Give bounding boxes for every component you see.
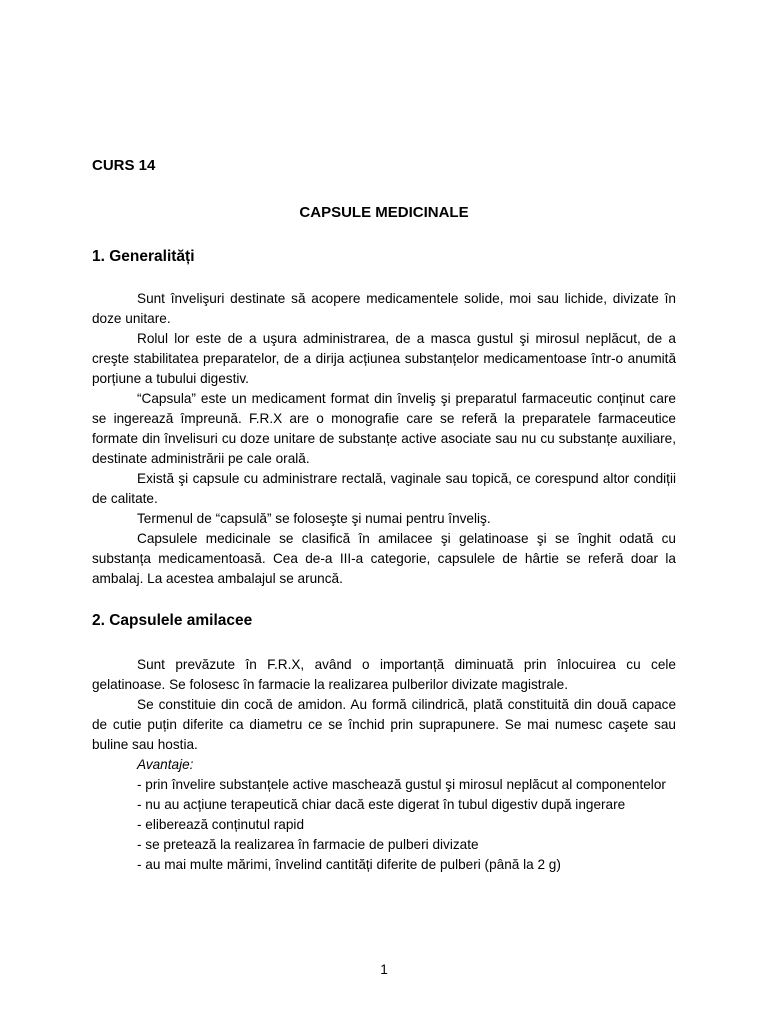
advantage-item: - nu au acțiune terapeutică chiar dacă este digerat în tubul digestiv după ingerare (137, 797, 626, 812)
advantage-item: - eliberează conținutul rapid (137, 817, 305, 832)
section-heading-capsulele-amilacee: 2. Capsulele amilacee (92, 612, 253, 629)
page-number: 1 (380, 962, 388, 977)
paragraph: Rolul lor este de a uşura administrarea, de a masca gustul şi mirosul neplăcut, de a creşte stabilitatea preparatelor, de a dirija acțiunea substanțelor medicamentoase într-o anumită porțiune a tubului digestiv. (92, 331, 676, 386)
paragraph: Există şi capsule cu administrare rectală, vaginale sau topică, ce corespund altor condiții de calitate. (92, 471, 676, 506)
advantage-item: - au mai multe mărimi, învelind cantități diferite de pulberi (până la 2 g) (137, 857, 561, 872)
section-body-generalitati (92, 289, 676, 589)
paragraph: Sunt prevăzute în F.R.X, având o importanță diminuată prin înlocuirea cu cele gelatinoase. Se folosesc în farmacie la realizarea pulberilor divizate magistrale. (92, 657, 676, 692)
paragraph: Capsulele medicinale se clasifică în amilacee şi gelatinoase şi se înghit odată cu substanța medicamentoasă. Cea de-a III-a categorie, capsulele de hârtie se referă doar la ambalaj. La acestea ambalajul se aruncă. (92, 531, 676, 586)
section-body-capsulele-amilacee (92, 655, 676, 875)
paragraph: Se constituie din cocă de amidon. Au formă cilindrică, plată constituită din două capace de cutie puțin diferite ca diametru ce se închid prin suprapunere. Se mai numesc caşete sau buline sau hostia. (92, 697, 676, 752)
paragraph: Termenul de “capsulă” se foloseşte şi numai pentru înveliş. (137, 511, 491, 526)
document-title: CAPSULE MEDICINALE (299, 204, 469, 221)
advantage-item: - se pretează la realizarea în farmacie de pulberi divizate (137, 837, 479, 852)
advantage-item: - prin învelire substanțele active maschează gustul şi mirosul neplăcut al componentelor (137, 777, 666, 792)
paragraph: “Capsula” este un medicament format din înveliş şi preparatul farmaceutic conținut care se ingerează împreună. F.R.X are o monografie care se referă la preparatele farmaceutice formate din învelisuri cu doze unitare de substanțe active asociate sau nu cu substanțe auxiliare, destinate administrării pe cale orală. (92, 391, 676, 466)
course-title: CURS 14 (92, 157, 156, 174)
advantages-label: Avantaje: (137, 757, 194, 772)
section-heading-generalitati: 1. Generalități (92, 248, 195, 265)
document-page (92, 0, 676, 1024)
paragraph: Sunt învelişuri destinate să acopere medicamentele solide, moi sau lichide, divizate în doze unitare. (92, 291, 676, 326)
